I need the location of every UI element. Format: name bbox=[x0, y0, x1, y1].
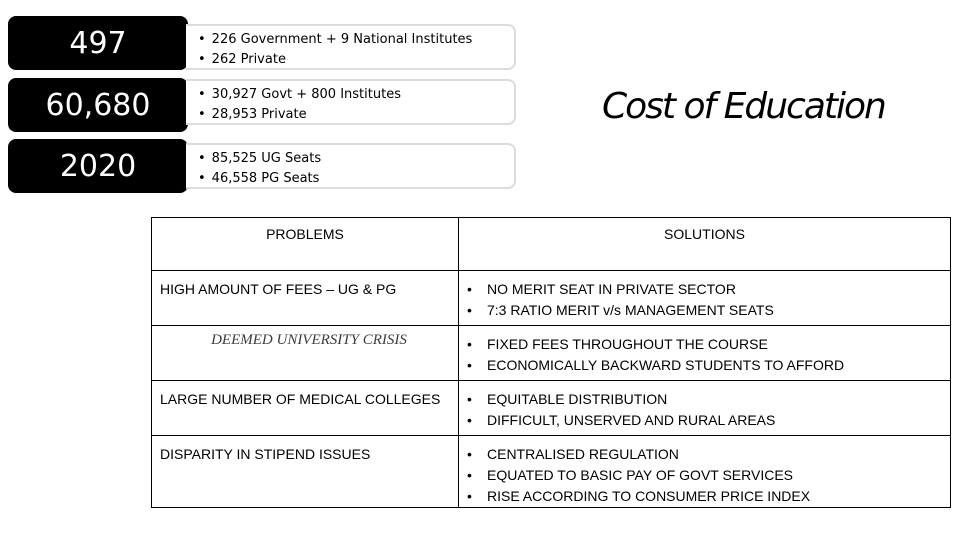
problems-solutions-table bbox=[151, 217, 951, 508]
stat-colleges-detail bbox=[186, 24, 516, 70]
table-row bbox=[152, 326, 951, 381]
solution-item: • EQUATED TO BASIC PAY OF GOVT SERVICES bbox=[467, 465, 950, 486]
detail-line: • 30,927 Govt + 800 Institutes bbox=[198, 85, 514, 105]
solutions-header: SOLUTIONS bbox=[459, 218, 951, 271]
table-header-row bbox=[152, 218, 951, 271]
solution-item: • FIXED FEES THROUGHOUT THE COURSE bbox=[467, 334, 950, 355]
table-row bbox=[152, 436, 951, 508]
solution-item: • RISE ACCORDING TO CONSUMER PRICE INDEX bbox=[467, 486, 950, 507]
page-title: Cost of Education bbox=[602, 86, 885, 127]
table-row bbox=[152, 271, 951, 326]
solution-item: • CENTRALISED REGULATION bbox=[467, 444, 950, 465]
solution-cell bbox=[459, 381, 951, 436]
detail-line: • 28,953 Private bbox=[198, 105, 514, 125]
solution-cell bbox=[459, 436, 951, 508]
stat-year-detail bbox=[186, 143, 516, 189]
detail-line: • 262 Private bbox=[198, 50, 514, 70]
detail-line: • 46,558 PG Seats bbox=[198, 169, 514, 189]
solution-cell bbox=[459, 271, 951, 326]
solution-item: • EQUITABLE DISTRIBUTION bbox=[467, 389, 950, 410]
table-row bbox=[152, 381, 951, 436]
stat-year: 2020 bbox=[8, 139, 188, 193]
solution-item: • NO MERIT SEAT IN PRIVATE SECTOR bbox=[467, 279, 950, 300]
problem-cell: LARGE NUMBER OF MEDICAL COLLEGES bbox=[152, 381, 459, 436]
solution-cell bbox=[459, 326, 951, 381]
stat-colleges-count: 497 bbox=[8, 16, 188, 70]
problems-header: PROBLEMS bbox=[152, 218, 459, 271]
stat-seats-count: 60,680 bbox=[8, 78, 188, 132]
stat-seats-detail bbox=[186, 79, 516, 125]
detail-line: • 85,525 UG Seats bbox=[198, 149, 514, 169]
problem-cell: DISPARITY IN STIPEND ISSUES bbox=[152, 436, 459, 508]
solution-item: • 7:3 RATIO MERIT v/s MANAGEMENT SEATS bbox=[467, 300, 950, 321]
problem-cell: HIGH AMOUNT OF FEES – UG & PG bbox=[152, 271, 459, 326]
detail-line: • 226 Government + 9 National Institutes bbox=[198, 30, 514, 50]
solution-item: • ECONOMICALLY BACKWARD STUDENTS TO AFFORD bbox=[467, 355, 950, 376]
solution-item: • DIFFICULT, UNSERVED AND RURAL AREAS bbox=[467, 410, 950, 431]
problem-cell: DEEMED UNIVERSITY CRISIS bbox=[152, 326, 459, 381]
